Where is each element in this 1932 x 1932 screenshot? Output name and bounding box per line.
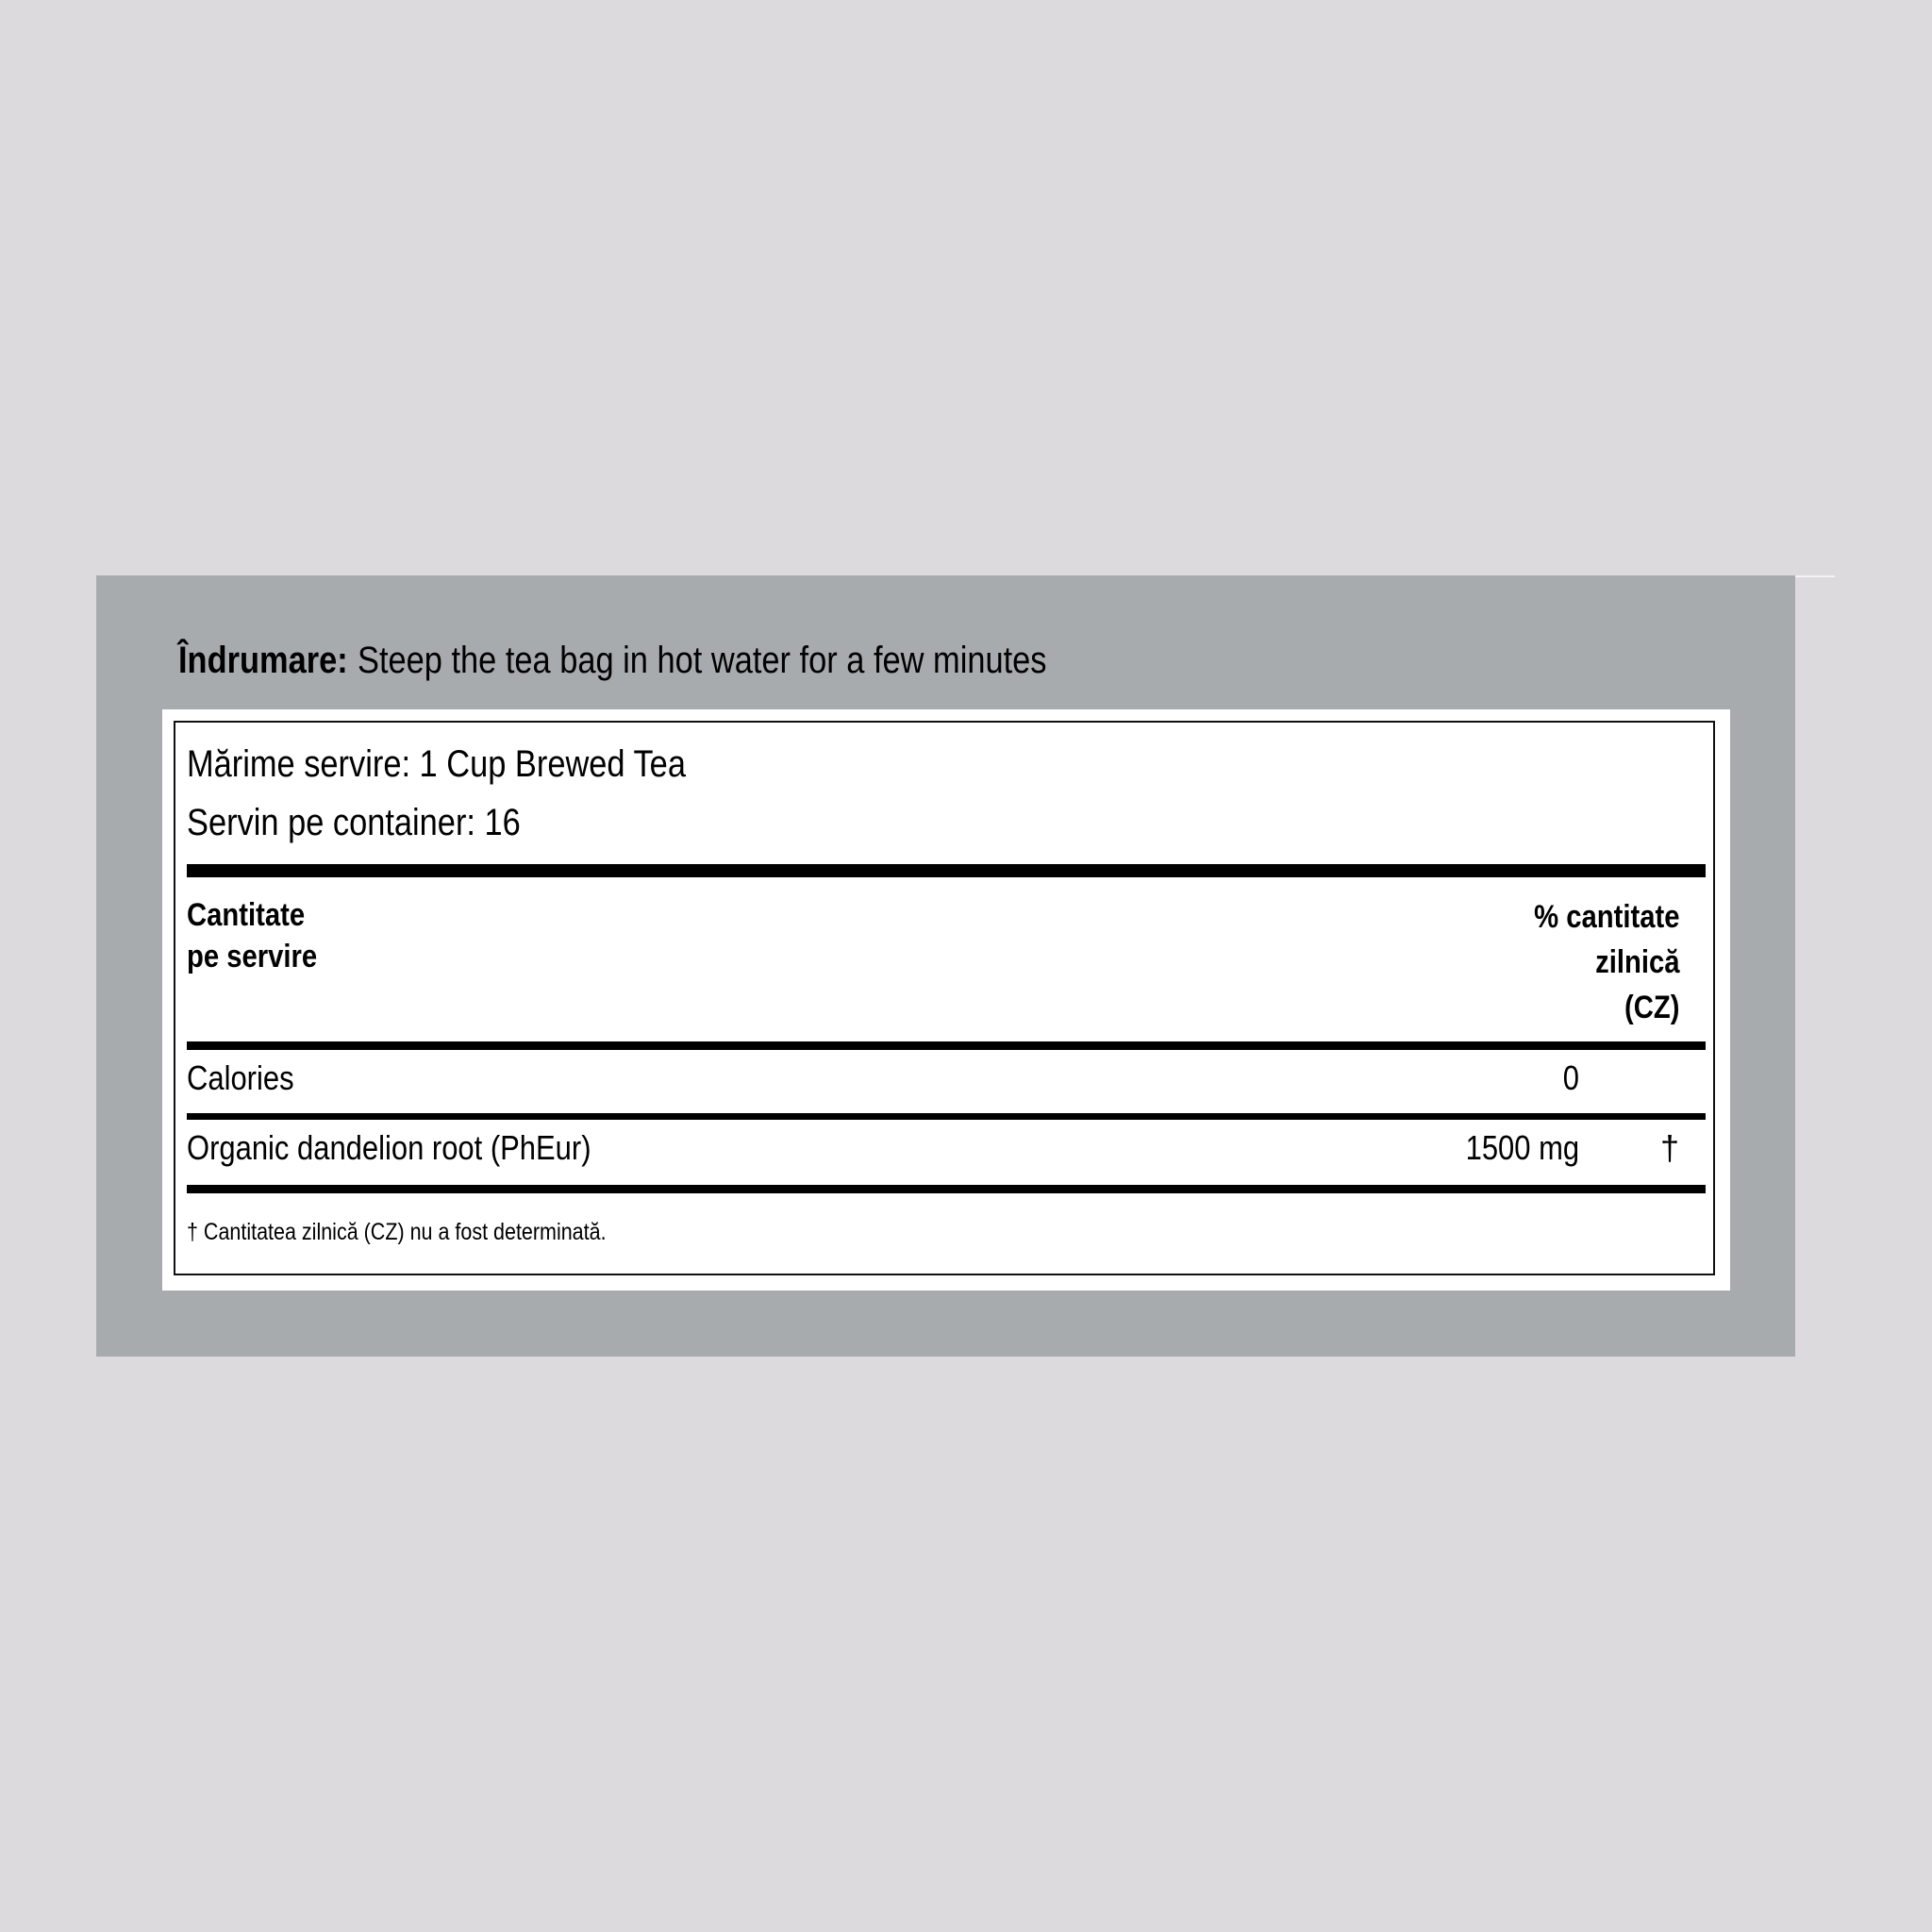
directions xyxy=(178,634,1046,687)
nutrient-name-dandelion: Organic dandelion root (PhEur) xyxy=(187,1128,591,1167)
footnote: † Cantitatea zilnică (CZ) nu a fost determinată. xyxy=(187,1219,607,1245)
nutrient-name-calories: Calories xyxy=(187,1058,294,1097)
header-divider xyxy=(187,1041,1706,1050)
nutrient-amount-calories: 0 xyxy=(1562,1058,1579,1097)
thick-divider xyxy=(187,864,1706,877)
serving-size: Mărime servire: 1 Cup Brewed Tea xyxy=(187,743,686,785)
daily-value-header: % cantitate zilnică (CZ) xyxy=(1533,899,1679,1025)
supplement-facts-box xyxy=(174,721,1715,1275)
servings-per-container: Servin pe container: 16 xyxy=(187,802,521,843)
bottom-divider xyxy=(187,1185,1706,1193)
amount-per-serving-header: Cantitate pe servire xyxy=(187,897,318,974)
edge-line xyxy=(1795,575,1835,577)
directions-text: Steep the tea bag in hot water for a few minutes xyxy=(358,640,1047,681)
directions-label: Îndrumare: xyxy=(178,640,348,681)
nutrient-amount-dandelion: 1500 mg xyxy=(1465,1128,1579,1167)
dagger-icon: † xyxy=(1659,1128,1679,1167)
row-divider xyxy=(187,1113,1706,1120)
supplement-facts-label xyxy=(162,709,1730,1291)
